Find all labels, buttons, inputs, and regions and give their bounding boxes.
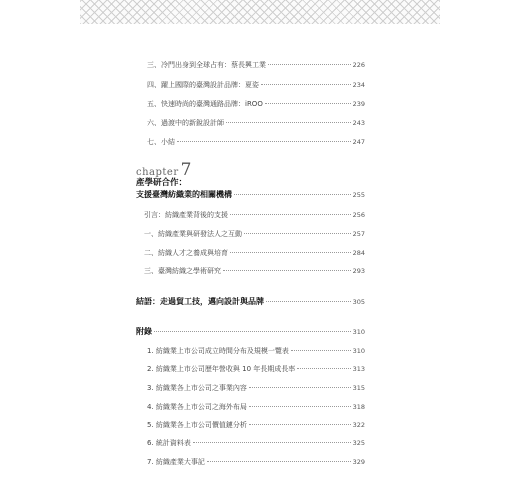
dot-leader xyxy=(177,141,351,142)
dot-leader xyxy=(297,368,350,369)
toc-entry xyxy=(147,402,365,412)
conclusion-entry xyxy=(136,296,365,307)
chapter-number: 7 xyxy=(180,160,192,180)
toc-entry-title: 一、紡織產業與研發法人之互動 xyxy=(144,230,242,238)
dot-leader xyxy=(193,442,351,443)
toc-entry-page: 313 xyxy=(352,365,365,373)
chapter-title-line1: 產學研合作： xyxy=(136,178,188,188)
dot-leader xyxy=(234,194,351,195)
dot-leader xyxy=(249,387,351,388)
dot-leader xyxy=(244,233,351,234)
toc-entry xyxy=(147,420,365,430)
toc-entry-page: 239 xyxy=(352,100,365,108)
toc-entry-title: 三、冷門出身到全球占有：蔡長興工業 xyxy=(147,61,266,69)
toc-entry xyxy=(147,99,365,109)
toc-entry-page: 325 xyxy=(352,439,365,447)
toc-entry-title: 六、過渡中的新銳設計師 xyxy=(147,119,224,127)
toc-entry xyxy=(147,438,365,448)
dot-leader xyxy=(226,122,351,123)
toc-entry xyxy=(147,60,365,70)
toc-entry-page: 247 xyxy=(352,138,365,146)
toc-entry-title: 2. 紡織業上市公司歷年營收與 10 年長期成長率 xyxy=(147,365,296,373)
dot-leader xyxy=(261,84,351,85)
toc-entry xyxy=(147,364,365,374)
toc-entry xyxy=(144,248,365,258)
toc-entry-title: 引言：紡織產業背後的支援 xyxy=(144,211,228,219)
toc-entry-page: 318 xyxy=(352,403,365,411)
chapter-title-line2: 支援臺灣紡織業的相關機構 xyxy=(136,190,232,199)
toc-entry-title: 3. 紡織業各上市公司之事業內容 xyxy=(147,384,247,392)
dot-leader xyxy=(266,301,351,302)
dot-leader xyxy=(154,331,351,332)
toc-entry xyxy=(147,383,365,393)
dot-leader xyxy=(249,424,351,425)
appendix-page: 310 xyxy=(352,328,365,336)
conclusion-title: 結語：走過貿工技，邁向設計與品牌 xyxy=(136,297,264,306)
toc-entry-page: 310 xyxy=(352,347,365,355)
toc-entry xyxy=(147,137,365,147)
toc-entry xyxy=(147,346,365,356)
toc-entry xyxy=(144,229,365,239)
toc-entry-page: 257 xyxy=(352,230,365,238)
appendix-entry xyxy=(136,326,365,337)
chapter-title-entry xyxy=(136,189,365,200)
toc-entry xyxy=(147,80,365,90)
toc-entry-title: 4. 紡織業各上市公司之海外布局 xyxy=(147,403,247,411)
toc-entry-title: 6. 統計資料表 xyxy=(147,439,191,447)
dot-leader xyxy=(265,103,351,104)
toc-entry-page: 243 xyxy=(352,119,365,127)
header-pattern xyxy=(80,0,440,24)
toc-entry-title: 1. 紡織業上市公司成立時間分布及規模一覽表 xyxy=(147,347,289,355)
dot-leader xyxy=(291,350,351,351)
toc-entry xyxy=(147,118,365,128)
toc-entry-page: 256 xyxy=(352,211,365,219)
toc-entry xyxy=(144,210,365,220)
toc-entry-page: 293 xyxy=(352,267,365,275)
toc-entry-page: 329 xyxy=(352,458,365,466)
dot-leader xyxy=(207,461,351,462)
toc-entry-title: 五、快速時尚的臺灣通路品牌：iROO xyxy=(147,100,263,108)
chapter-title-page: 255 xyxy=(352,191,365,199)
chapter-label: chapter xyxy=(136,167,179,178)
toc-entry xyxy=(147,457,365,467)
toc-entry-title: 四、躍上國際的臺灣設計品牌：夏姿 xyxy=(147,81,259,89)
toc-entry-page: 315 xyxy=(352,384,365,392)
toc-entry-page: 226 xyxy=(352,61,365,69)
conclusion-page: 305 xyxy=(352,298,365,306)
dot-leader xyxy=(230,252,351,253)
dot-leader xyxy=(268,64,351,65)
toc-entry-title: 二、紡織人才之養成與培育 xyxy=(144,249,228,257)
toc-entry-page: 234 xyxy=(352,81,365,89)
dot-leader xyxy=(230,214,351,215)
toc-entry-title: 三、臺灣紡織之學術研究 xyxy=(144,267,221,275)
toc-entry-title: 5. 紡織業各上市公司價值鏈分析 xyxy=(147,421,247,429)
toc-entry-page: 284 xyxy=(352,249,365,257)
dot-leader xyxy=(223,270,351,271)
toc-entry-page: 322 xyxy=(352,421,365,429)
appendix-title: 附錄 xyxy=(136,327,152,336)
toc-entry-title: 7. 紡織產業大事記 xyxy=(147,458,205,466)
toc-entry-title: 七、小結 xyxy=(147,138,175,146)
dot-leader xyxy=(249,406,351,407)
toc-entry xyxy=(144,266,365,276)
